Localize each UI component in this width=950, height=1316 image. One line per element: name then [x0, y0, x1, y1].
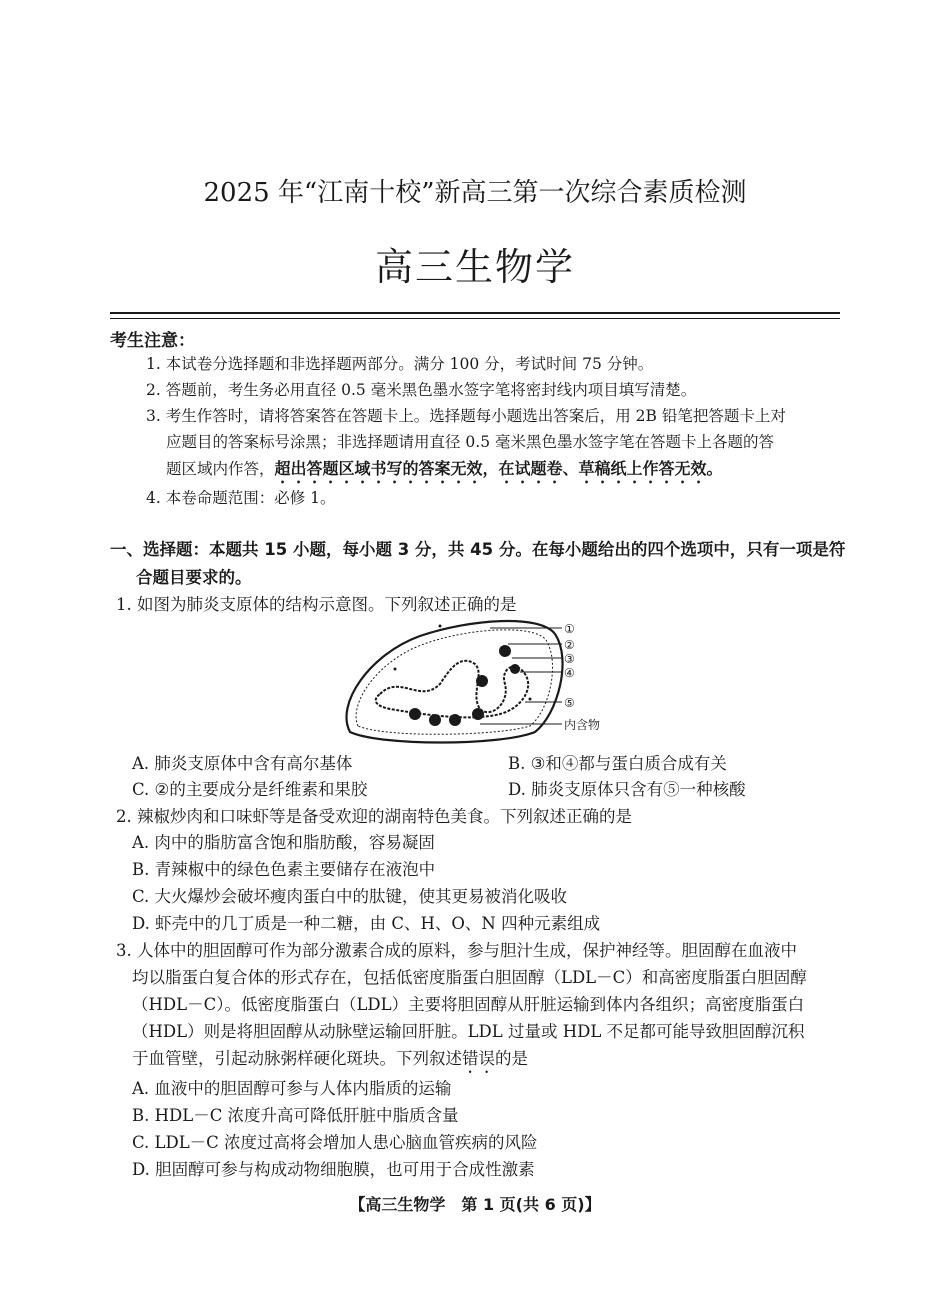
ribosome — [476, 675, 488, 687]
notice-item-1: 1. 本试卷分选择题和非选择题两部分。满分 100 分，考试时间 75 分钟。 — [146, 355, 654, 373]
q1-option-d: D. 肺炎支原体只含有⑤一种核酸 — [508, 780, 746, 799]
q1-option-c: C. ②的主要成分是纤维素和果胶 — [132, 780, 368, 799]
page-footer: 【高三生物学 第 1 页(共 6 页)】 — [349, 1195, 601, 1214]
question-3-stem-text: 于血管壁，引起动脉粥样硬化斑块。下列叙述 — [132, 1049, 462, 1068]
notice-item-3: 3. 考生作答时，请将答案答在答题卡上。选择题每小题选出答案后，用 2B 铅笔把答题卡上对 — [146, 407, 786, 425]
question-3-stem-line1: 3. 人体中的胆固醇可作为部分激素合成的原料，参与胆汁生成，保护神经等。胆固醇在血液中 — [116, 941, 797, 960]
diagram-label-5: ⑤ — [564, 696, 575, 710]
q1-option-b: B. ③和④都与蛋白质合成有关 — [508, 754, 727, 773]
dot — [394, 668, 397, 671]
section-heading-line1: 一、选择题：本题共 15 小题，每小题 3 分，共 45 分。在每小题给出的四个选项中，只有一项是符 — [110, 540, 846, 559]
question-2-stem: 2. 辣椒炒肉和口味虾等是备受欢迎的湖南特色美食。下列叙述正确的是 — [116, 807, 632, 826]
q3-option-b: B. HDL－C 浓度升高可降低肝脏中脂质含量 — [132, 1106, 459, 1125]
ribosome — [472, 708, 484, 720]
question-1-stem: 1. 如图为肺炎支原体的结构示意图。下列叙述正确的是 — [116, 595, 517, 614]
question-3-stem-line4: （HDL）则是将胆固醇从动脉壁运输回肝脏。LDL 过量或 HDL 不足都可能导致胆固醇沉积 — [132, 1022, 805, 1041]
q2-option-d: D. 虾壳中的几丁质是一种二糖，由 C、H、O、N 四种元素组成 — [132, 914, 601, 933]
q2-option-b: B. 青辣椒中的绿色色素主要储存在液泡中 — [132, 860, 436, 879]
notice-heading: 考生注意： — [110, 331, 195, 351]
notice-item-3-cont: 应题目的答案标号涂黑；非选择题请用直径 0.5 毫米黑色墨水签字笔在答题卡上各题的答 — [166, 433, 775, 451]
q3-option-a: A. 血液中的胆固醇可参与人体内脂质的运输 — [132, 1079, 452, 1098]
notice-item-2: 2. 答题前，考生务必用直径 0.5 毫米黑色墨水签字笔将密封线内项目填写清楚。 — [146, 381, 697, 399]
dot — [439, 625, 442, 628]
dot — [529, 698, 532, 701]
notice-emphasis: 超出答题区域书写的答案无效，在试题卷、草稿纸上作答无效。 — [274, 459, 723, 478]
notice-item-3-end — [166, 456, 723, 487]
notice-item-4: 4. 本卷命题范围：必修 1。 — [146, 489, 336, 507]
diagram-label-2: ② — [564, 638, 575, 652]
question-3-emphasis: 错误 — [462, 1049, 495, 1068]
section-heading-line2: 合题目要求的。 — [136, 568, 252, 587]
q3-option-d: D. 胆固醇可参与构成动物细胞膜，也可用于合成性激素 — [132, 1160, 535, 1179]
diagram-label-3: ③ — [564, 652, 575, 666]
diagram-label-1: ① — [564, 622, 575, 636]
exam-title: 2025 年“江南十校”新高三第一次综合素质检测 — [203, 178, 747, 208]
divider-thick — [110, 312, 840, 314]
ribosome — [510, 664, 520, 674]
question-3-stem-line5 — [132, 1045, 528, 1077]
notice-item-3-tail: 题区域内作答， — [166, 460, 275, 478]
ribosome — [409, 708, 421, 720]
mycoplasma-diagram — [340, 614, 640, 744]
subject-title: 高三生物学 — [374, 245, 575, 289]
divider-thin — [110, 318, 840, 319]
q2-option-a: A. 肉中的脂肪富含饱和脂肪酸，容易凝固 — [132, 833, 435, 852]
question-3-stem-end: 的是 — [495, 1049, 528, 1068]
q2-option-c: C. 大火爆炒会破坏瘦肉蛋白中的肽键，使其更易被消化吸收 — [132, 887, 568, 906]
dna-strand — [376, 661, 528, 718]
ribosome — [499, 645, 511, 657]
ribosome — [429, 714, 441, 726]
diagram-label-4: ④ — [564, 666, 575, 680]
question-3-stem-line2: 均以脂蛋白复合体的形式存在，包括低密度脂蛋白胆固醇（LDL－C）和高密度脂蛋白胆固醇 — [132, 968, 807, 987]
q1-option-a: A. 肺炎支原体中含有高尔基体 — [132, 754, 353, 773]
q3-option-c: C. LDL－C 浓度过高将会增加人患心脑血管疾病的风险 — [132, 1133, 538, 1152]
ribosome — [449, 714, 461, 726]
question-3-stem-line3: （HDL－C）。低密度脂蛋白（LDL）主要将胆固醇从肝脏运输到体内各组织；高密度脂蛋白 — [132, 995, 805, 1014]
diagram-label-contents: 内含物 — [564, 718, 601, 732]
